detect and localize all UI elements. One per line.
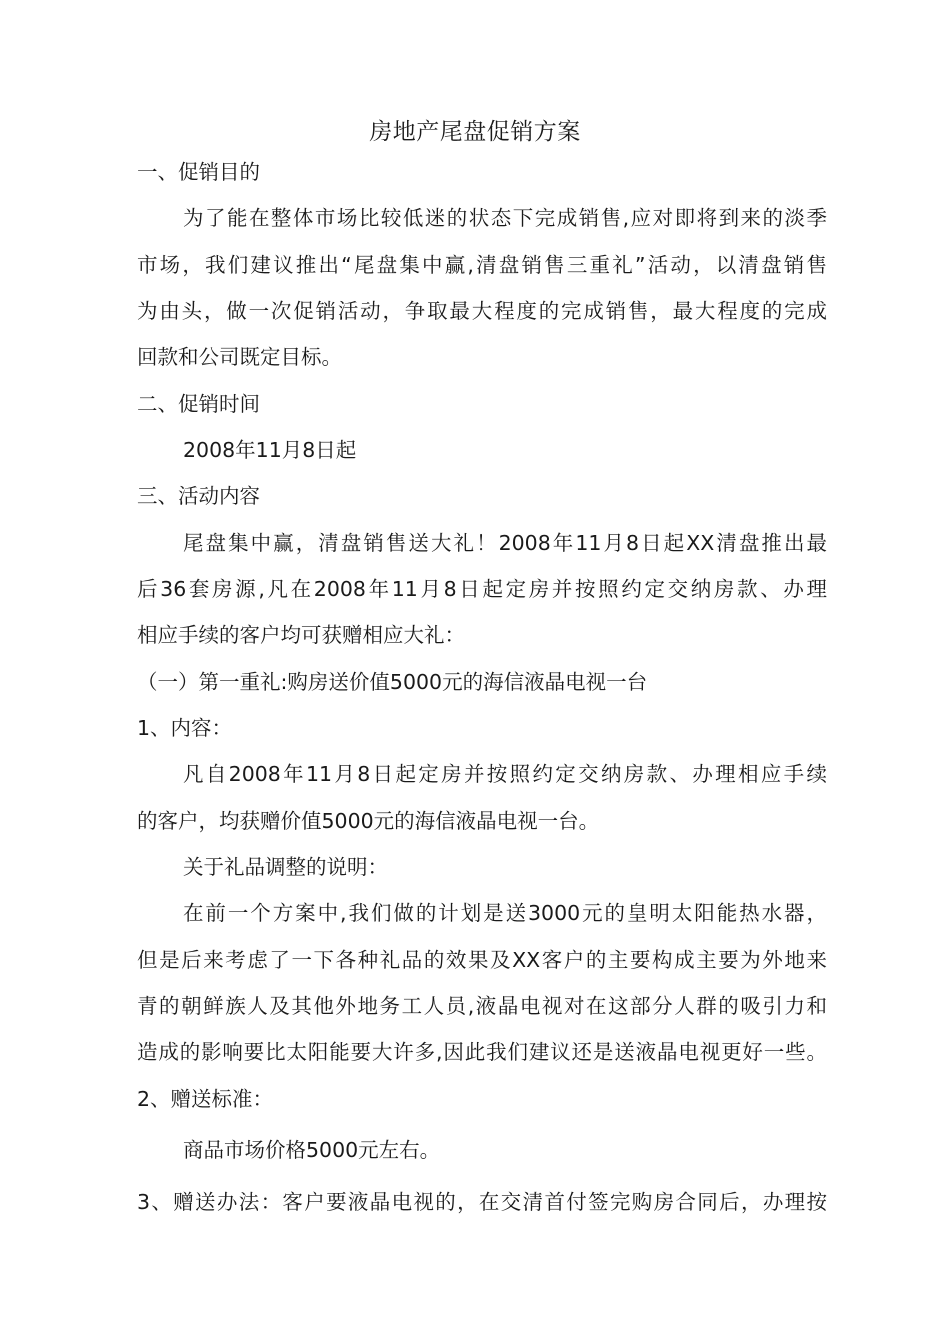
document-title: 房地产尾盘促销方案 [369, 119, 581, 145]
paragraph-line: 后36套房源,凡在2008年11月8日起定房并按照约定交纳房款、办理 [137, 577, 827, 601]
subheading-first-gift: （一）第一重礼:购房送价值5000元的海信液晶电视一台 [137, 670, 648, 694]
paragraph-line: 尾盘集中赢，清盘销售送大礼！2008年11月8日起XX清盘推出最 [183, 531, 827, 555]
paragraph-line: 但是后来考虑了一下各种礼品的效果及XX客户的主要构成主要为外地来 [137, 948, 827, 972]
paragraph-line: 相应手续的客户均可获赠相应大礼： [137, 623, 465, 647]
paragraph-line: 凡自2008年11月8日起定房并按照约定交纳房款、办理相应手续 [183, 762, 827, 786]
paragraph-line: 青的朝鲜族人及其他外地务工人员,液晶电视对在这部分人群的吸引力和 [137, 994, 827, 1018]
gift-adjustment-heading: 关于礼品调整的说明： [183, 855, 388, 879]
paragraph-line: 的客户，均获赠价值5000元的海信液晶电视一台。 [137, 809, 600, 833]
heading-activity-content: 三、活动内容 [137, 484, 260, 508]
subheading-content: 1、内容： [137, 716, 233, 740]
paragraph-line: 回款和公司既定目标。 [137, 345, 342, 369]
heading-promotion-time: 二、促销时间 [137, 392, 260, 416]
heading-promotion-purpose: 一、促销目的 [137, 160, 260, 184]
paragraph-line: 造成的影响要比太阳能要大许多,因此我们建议还是送液晶电视更好一些。 [137, 1040, 827, 1064]
paragraph-line: 为由头，做一次促销活动，争取最大程度的完成销售，最大程度的完成 [137, 299, 827, 323]
paragraph-line: 商品市场价格5000元左右。 [183, 1138, 441, 1162]
subheading-gift-method: 3、赠送办法：客户要液晶电视的，在交清首付签完购房合同后，办理按 [137, 1190, 827, 1214]
promotion-date: 2008年11月8日起 [183, 438, 357, 462]
paragraph-line: 为了能在整体市场比较低迷的状态下完成销售,应对即将到来的淡季 [183, 206, 827, 230]
subheading-gift-standard: 2、赠送标准： [137, 1087, 274, 1111]
paragraph-line: 在前一个方案中,我们做的计划是送3000元的皇明太阳能热水器， [183, 901, 827, 925]
paragraph-line: 市场，我们建议推出“尾盘集中赢,清盘销售三重礼”活动，以清盘销售 [137, 253, 827, 277]
